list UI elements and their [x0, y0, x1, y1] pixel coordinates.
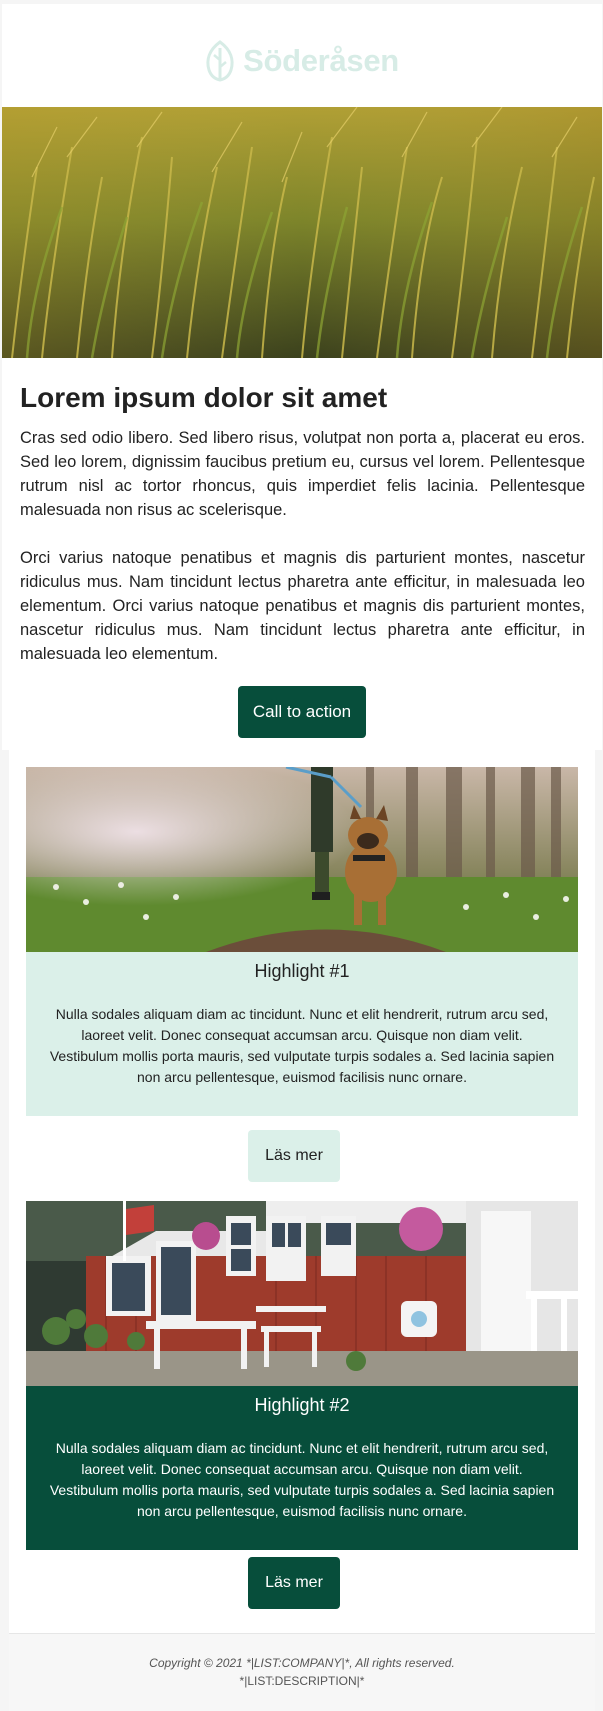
- read-more-button[interactable]: Läs mer: [248, 1130, 340, 1182]
- intro-section: [2, 358, 602, 750]
- highlight-title: Highlight #1: [254, 961, 350, 981]
- highlight-image: [26, 767, 578, 952]
- highlights-section: [9, 750, 595, 1633]
- hero-image: [2, 107, 602, 358]
- read-more-button[interactable]: Läs mer: [248, 1557, 340, 1609]
- intro-paragraph: Cras sed odio libero. Sed libero risus, volutpat non porta a, placerat eu eros. Sed leo lorem, dignissim faucibus pretium eu, cursus vel lorem. Pellentesque rutrum nisl ac tortor rhoncus, quis imperdiet felis lacinia. Pellentesque malesuada non risus ac scelerisque.: [20, 429, 585, 519]
- wheat-field-photo: [2, 107, 602, 358]
- copyright-text: Copyright © 2021 *|LIST:COMPANY|*, All rights reserved.: [149, 1656, 455, 1670]
- highlight-text: Nulla sodales aliquam diam ac tincidunt. Nunc et elit hendrerit, rutrum arcu sed, laoreet velit. Donec consequat accumsan arcu. Quisque non diam velit. Vestibulum mollis porta mauris, sed vulputate turpis sodales a. Sed lacinia sapien non arcu pellentesque, euismod facilisis nunc ornare.: [49, 1440, 555, 1519]
- dog-walk-forest-photo: [26, 767, 578, 952]
- email-footer: [9, 1633, 595, 1711]
- brand-logo[interactable]: [205, 40, 399, 82]
- highlight-card: [26, 767, 578, 1116]
- email-header: [2, 4, 602, 108]
- highlight-image: [26, 1201, 578, 1386]
- leaf-icon: [205, 40, 235, 82]
- call-to-action-button[interactable]: Call to action: [238, 686, 366, 738]
- highlight-card: [26, 1201, 578, 1550]
- highlight-content: [26, 1386, 578, 1550]
- email-container: [2, 0, 602, 1710]
- brand-name: Söderåsen: [243, 43, 399, 78]
- intro-body: [20, 426, 585, 690]
- highlight-content: [26, 952, 578, 1116]
- intro-title: Lorem ipsum dolor sit amet: [20, 382, 388, 413]
- intro-paragraph: Orci varius natoque penatibus et magnis dis parturient montes, nascetur ridiculus mus. Nam tincidunt lectus pharetra ante efficitur, in malesuada leo elementum. Orci varius natoque penatibus et magnis dis parturient montes, nascetur ridiculus mus. Nam tincidunt lectus pharetra ante efficitur, in malesuada leo elementum.: [20, 549, 585, 663]
- highlight-text: Nulla sodales aliquam diam ac tincidunt. Nunc et elit hendrerit, rutrum arcu sed, laoreet velit. Donec consequat accumsan arcu. Quisque non diam velit. Vestibulum mollis porta mauris, sed vulputate turpis sodales a. Sed lacinia sapien non arcu pellentesque, euismod facilisis nunc ornare.: [49, 1006, 555, 1085]
- highlight-title: Highlight #2: [254, 1395, 350, 1415]
- list-description: *|LIST:DESCRIPTION|*: [239, 1674, 365, 1688]
- red-cottage-photo: [26, 1201, 578, 1386]
